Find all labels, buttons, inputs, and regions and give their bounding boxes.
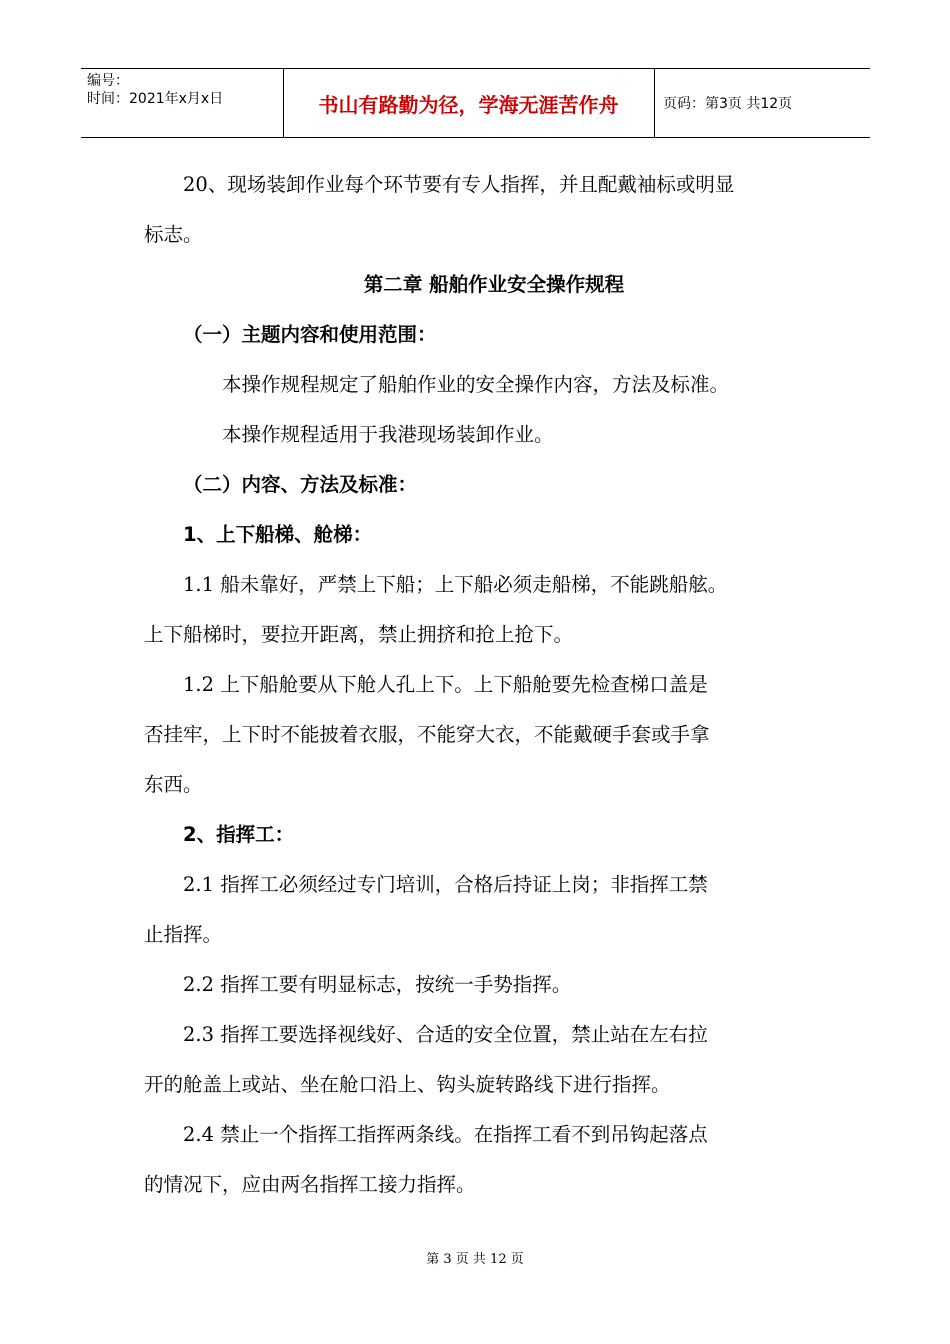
- chapter-title: 第二章 船舶作业安全操作规程: [363, 273, 625, 296]
- time-label: 时间：2021年x月x日: [87, 91, 224, 107]
- item-2-3-line2: 开的舱盖上或站、坐在舱口沿上、钩头旋转路线下进行指挥。: [144, 1073, 671, 1096]
- paragraph-20-line1: 20、现场装卸作业每个环节要有专人指挥，并且配戴袖标或明显: [183, 173, 735, 196]
- item-2-2: 2.2 指挥工要有明显标志，按统一手势指挥。: [183, 973, 572, 996]
- item-2-1-line1: 2.1 指挥工必须经过专门培训，合格后持证上岗；非指挥工禁: [183, 873, 708, 896]
- item-2-4-line1: 2.4 禁止一个指挥工指挥两条线。在指挥工看不到吊钩起落点: [183, 1123, 708, 1146]
- section-1-paragraph-2: 本操作规程适用于我港现场装卸作业。: [222, 423, 554, 446]
- item-1-1-line1: 1.1 船未靠好，严禁上下船；上下船必须走船梯，不能跳船舷。: [183, 573, 728, 596]
- header-meta-cell: [81, 69, 284, 137]
- item-2-1-line2: 止指挥。: [144, 923, 223, 946]
- document-body: [144, 160, 824, 1210]
- item-1-2-line3: 东西。: [144, 773, 203, 796]
- item-2-4-line2: 的情况下，应由两名指挥工接力指挥。: [144, 1173, 476, 1196]
- item-1-2-line2: 否挂牢，上下时不能披着衣服，不能穿大衣，不能戴硬手套或手拿: [144, 723, 710, 746]
- document-header: [81, 68, 870, 138]
- header-motto-cell: [283, 69, 655, 137]
- item-1-2-line1: 1.2 上下船舱要从下舱人孔上下。上下船舱要先检查梯口盖是: [183, 673, 708, 696]
- item-1-heading: 1、上下船梯、舱梯：: [183, 523, 373, 546]
- section-1-paragraph-1: 本操作规程规定了船舶作业的安全操作内容，方法及标准。: [222, 373, 730, 396]
- number-label: 编号：: [87, 73, 129, 89]
- item-2-heading: 2、指挥工：: [183, 823, 295, 846]
- item-2-3-line1: 2.3 指挥工要选择视线好、合适的安全位置，禁止站在左右拉: [183, 1023, 708, 1046]
- page-footer: 第 3 页 共 12 页: [426, 1252, 524, 1267]
- section-1-heading: （一）主题内容和使用范围：: [183, 323, 437, 346]
- item-1-1-line2: 上下船梯时，要拉开距离，禁止拥挤和抢上抢下。: [144, 623, 574, 646]
- section-2-heading: （二）内容、方法及标准：: [183, 473, 418, 496]
- paragraph-20-line2: 标志。: [144, 223, 203, 246]
- page-label: 页码：第3页 共12页: [663, 96, 793, 112]
- motto-text: 书山有路勤为径，学海无涯苦作舟: [318, 92, 619, 117]
- header-page-cell: [655, 69, 870, 137]
